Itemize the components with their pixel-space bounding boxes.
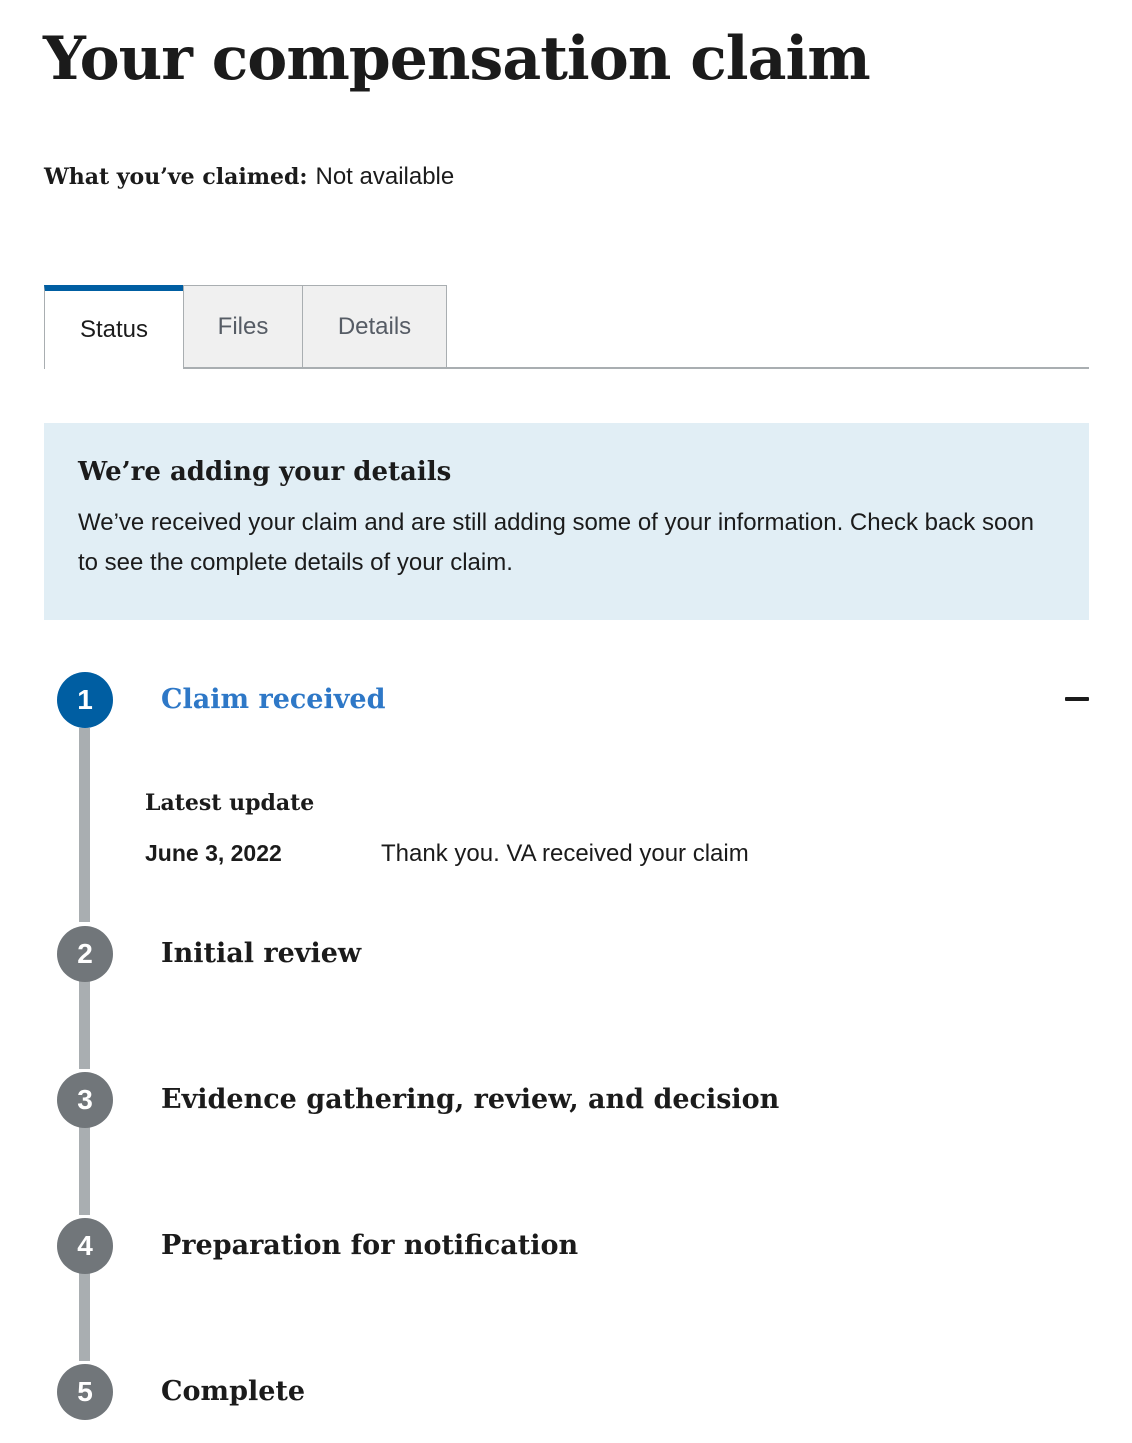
alert-heading: We’re adding your details <box>78 457 452 487</box>
step-number-badge: 2 <box>57 926 113 982</box>
step-connector <box>79 1127 90 1215</box>
claimed-label: What you’ve claimed: <box>44 164 308 190</box>
collapse-step-button[interactable] <box>1060 684 1094 714</box>
step-title-evidence-gathering: Evidence gathering, review, and decision <box>161 1084 780 1115</box>
latest-update-heading: Latest update <box>145 790 315 816</box>
step-title-claim-received[interactable]: Claim received <box>161 684 386 715</box>
step-connector <box>79 981 90 1069</box>
latest-update-date: June 3, 2022 <box>145 840 282 866</box>
step-title-preparation: Preparation for notification <box>161 1230 579 1261</box>
info-alert <box>44 423 1089 620</box>
tab-details[interactable]: Details <box>302 285 447 369</box>
tab-status[interactable]: Status <box>44 285 183 369</box>
step-number-badge: 1 <box>57 672 113 728</box>
step-number-badge: 4 <box>57 1218 113 1274</box>
alert-body: We’ve received your claim and are still adding some of your information. Check back soon to see the complete details of your claim. <box>78 509 1035 576</box>
latest-update-text: Thank you. VA received your claim <box>381 840 749 867</box>
step-number-badge: 3 <box>57 1072 113 1128</box>
step-number-badge: 5 <box>57 1364 113 1420</box>
minus-icon <box>1065 697 1089 701</box>
claimed-summary <box>44 163 454 191</box>
step-connector <box>79 1273 90 1361</box>
step-connector <box>79 728 90 922</box>
tab-files[interactable]: Files <box>183 285 303 369</box>
step-title-initial-review: Initial review <box>161 938 362 969</box>
step-title-complete: Complete <box>161 1376 306 1407</box>
claimed-value: Not available <box>315 163 455 190</box>
page-title: Your compensation claim <box>43 24 870 94</box>
claim-tabs <box>44 285 1089 369</box>
